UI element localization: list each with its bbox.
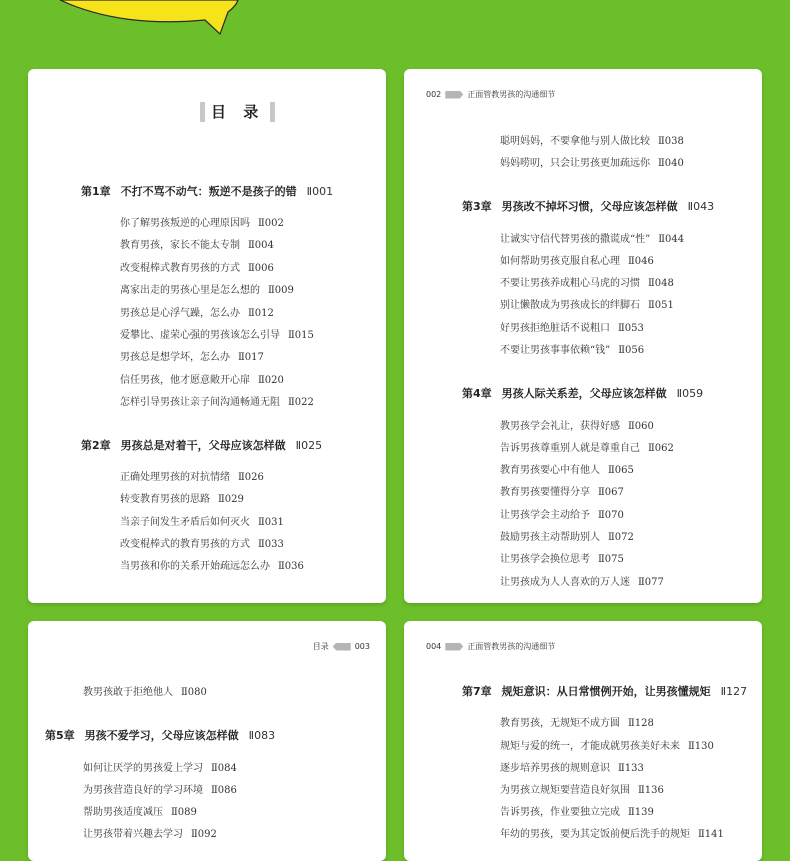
entry-title: 别让懒散成为男孩成长的绊脚石 — [500, 300, 640, 311]
toc-entry[interactable] — [500, 759, 644, 774]
header-tab-arrow — [445, 91, 463, 99]
heading-bar-right — [270, 102, 275, 122]
entry-page: Ⅱ062 — [648, 443, 674, 454]
chapter-5-heading[interactable] — [45, 727, 275, 743]
chapter-7-heading[interactable] — [462, 683, 747, 699]
entry-title: 让男孩学会主动给予 — [500, 510, 590, 521]
toc-entry[interactable] — [500, 296, 674, 311]
toc-page-1 — [28, 69, 386, 603]
toc-entry[interactable] — [500, 230, 684, 245]
entry-page: Ⅱ012 — [248, 308, 274, 319]
entry-page: Ⅱ051 — [648, 300, 674, 311]
toc-entry[interactable] — [500, 528, 634, 543]
entry-page: Ⅱ044 — [658, 234, 685, 245]
entry-title: 告诉男孩尊重别人就是尊重自己 — [500, 443, 640, 454]
toc-entry[interactable] — [500, 319, 644, 334]
entry-title: 教男孩敢于拒绝他人 — [83, 687, 173, 698]
toc-entry[interactable] — [120, 214, 284, 229]
toc-entry[interactable] — [120, 393, 314, 408]
entry-page: Ⅱ139 — [628, 807, 654, 818]
chapter-2-heading[interactable] — [81, 437, 322, 453]
entry-title: 为男孩营造良好的学习环境 — [83, 785, 203, 796]
entry-page: Ⅱ086 — [211, 785, 237, 796]
entry-title: 改变棍棒式教育男孩的方式 — [120, 263, 240, 274]
toc-entry[interactable] — [120, 236, 274, 251]
book-title: 正面管教男孩的沟通细节 — [467, 90, 556, 99]
chapter-page: Ⅱ001 — [306, 185, 334, 198]
entry-title: 教育男孩，家长不能太专制 — [120, 240, 240, 251]
toc-entry[interactable] — [500, 461, 634, 476]
entry-title: 让男孩学会换位思考 — [500, 554, 590, 565]
entry-page: Ⅱ029 — [218, 494, 244, 505]
toc-entry[interactable] — [500, 781, 664, 796]
entry-page: Ⅱ056 — [618, 345, 645, 356]
entry-page: Ⅱ004 — [248, 240, 274, 251]
entry-page: Ⅱ075 — [598, 554, 624, 565]
entry-page: Ⅱ009 — [268, 285, 294, 296]
toc-entry[interactable] — [500, 132, 684, 147]
toc-entry[interactable] — [500, 714, 654, 729]
entry-title: 年幼的男孩，要为其定饭前便后洗手的规矩 — [500, 829, 690, 840]
toc-entry[interactable] — [120, 259, 274, 274]
entry-title: 让男孩带着兴趣去学习 — [83, 829, 183, 840]
toc-entry[interactable] — [500, 483, 624, 498]
entry-page: Ⅱ033 — [258, 539, 284, 550]
toc-heading-text: 目 录 — [211, 103, 265, 121]
toc-entry[interactable] — [120, 535, 284, 550]
toc-entry[interactable] — [500, 274, 674, 289]
toc-entry[interactable] — [120, 281, 294, 296]
toc-page-3 — [28, 621, 386, 861]
toc-entry[interactable] — [500, 252, 654, 267]
entry-title: 教育男孩，无规矩不成方圆 — [500, 718, 620, 729]
entry-title: 聪明妈妈，不要拿他与别人做比较 — [500, 136, 650, 147]
chapter-number: 第7章 — [462, 685, 492, 698]
toc-entry[interactable] — [120, 557, 304, 572]
running-header — [426, 641, 555, 652]
entry-page: Ⅱ077 — [638, 577, 664, 588]
toc-entry[interactable] — [500, 154, 684, 169]
entry-title: 爱攀比、虚荣心强的男孩该怎么引导 — [120, 330, 280, 341]
entry-page: Ⅱ040 — [658, 158, 684, 169]
toc-entry[interactable] — [83, 803, 197, 818]
book-title: 正面管教男孩的沟通细节 — [467, 642, 556, 651]
chapter-title: 男孩不爱学习，父母应该怎样做 — [84, 729, 239, 742]
entry-page: Ⅱ070 — [598, 510, 624, 521]
entry-title: 帮助男孩适度减压 — [83, 807, 163, 818]
entry-title: 让男孩成为人人喜欢的万人迷 — [500, 577, 630, 588]
entry-title: 正确处理男孩的对抗情绪 — [120, 472, 230, 483]
toc-entry[interactable] — [83, 683, 207, 698]
chapter-number: 第4章 — [462, 387, 492, 400]
entry-title: 转变教育男孩的思路 — [120, 494, 210, 505]
toc-entry[interactable] — [500, 417, 654, 432]
entry-title: 男孩总是心浮气躁，怎么办 — [120, 308, 240, 319]
entry-title: 鼓励男孩主动帮助别人 — [500, 532, 600, 543]
entry-page: Ⅱ031 — [258, 517, 284, 528]
entry-page: Ⅱ038 — [658, 136, 684, 147]
entry-page: Ⅱ136 — [638, 785, 664, 796]
toc-page-2 — [404, 69, 762, 603]
header-label: 目录 — [312, 642, 329, 651]
toc-entry[interactable] — [83, 825, 217, 840]
chapter-3-heading[interactable] — [462, 198, 714, 214]
chapter-number: 第3章 — [462, 200, 492, 213]
entry-page: Ⅱ060 — [628, 421, 654, 432]
page-number: 004 — [426, 642, 442, 651]
entry-title: 改变棍棒式的教育男孩的方式 — [120, 539, 250, 550]
entry-page: Ⅱ130 — [688, 741, 714, 752]
entry-title: 逐步培养男孩的规则意识 — [500, 763, 610, 774]
page-number: 003 — [354, 642, 370, 651]
chapter-title: 男孩总是对着干，父母应该怎样做 — [120, 439, 286, 452]
entry-page: Ⅱ020 — [258, 375, 284, 386]
toc-entry[interactable] — [500, 341, 644, 356]
toc-entry[interactable] — [500, 825, 724, 840]
entry-page: Ⅱ036 — [278, 561, 304, 572]
entry-title: 规矩与爱的统一，才能成就男孩美好未来 — [500, 741, 680, 752]
chapter-number: 第2章 — [81, 439, 111, 452]
entry-page: Ⅱ080 — [181, 687, 207, 698]
chapter-title: 男孩人际关系差，父母应该怎样做 — [501, 387, 667, 400]
entry-title: 当亲子间发生矛盾后如何灭火 — [120, 517, 250, 528]
entry-title: 信任男孩，他才愿意敞开心扉 — [120, 375, 250, 386]
entry-title: 教育男孩要心中有他人 — [500, 465, 600, 476]
toc-entry[interactable] — [120, 304, 274, 319]
entry-page: Ⅱ065 — [608, 465, 634, 476]
entry-page: Ⅱ022 — [288, 397, 314, 408]
chapter-page: Ⅱ025 — [295, 439, 323, 452]
toc-heading — [200, 101, 275, 122]
running-header — [313, 641, 370, 652]
chapter-page: Ⅱ043 — [687, 200, 715, 213]
page-number: 002 — [426, 90, 442, 99]
entry-title: 告诉男孩，作业要独立完成 — [500, 807, 620, 818]
entry-title: 怎样引导男孩让亲子间沟通畅通无阻 — [120, 397, 280, 408]
toc-entry[interactable] — [500, 550, 624, 565]
entry-page: Ⅱ067 — [598, 487, 624, 498]
chapter-number: 第1章 — [81, 185, 111, 198]
entry-page: Ⅱ015 — [288, 330, 314, 341]
toc-entry[interactable] — [120, 513, 284, 528]
entry-title: 为男孩立规矩要营造良好氛围 — [500, 785, 630, 796]
header-tab-arrow — [445, 643, 463, 651]
entry-title: 如何让厌学的男孩爱上学习 — [83, 763, 203, 774]
entry-title: 离家出走的男孩心里是怎么想的 — [120, 285, 260, 296]
entry-title: 妈妈唠叨，只会让男孩更加疏远你 — [500, 158, 650, 169]
toc-entry[interactable] — [83, 759, 237, 774]
entry-title: 你了解男孩叛逆的心理原因吗 — [120, 218, 250, 229]
toc-entry[interactable] — [120, 490, 244, 505]
toc-entry[interactable] — [500, 737, 714, 752]
chapter-title: 男孩改不掉坏习惯，父母应该怎样做 — [501, 200, 678, 213]
entry-title: 教育男孩要懂得分享 — [500, 487, 590, 498]
entry-page: Ⅱ048 — [648, 278, 674, 289]
entry-page: Ⅱ053 — [618, 323, 644, 334]
entry-page: Ⅱ089 — [171, 807, 197, 818]
toc-entry[interactable] — [500, 506, 624, 521]
entry-title: 教男孩学会礼让，获得好感 — [500, 421, 620, 432]
entry-page: Ⅱ002 — [258, 218, 284, 229]
toc-entry[interactable] — [500, 803, 654, 818]
toc-entry[interactable] — [83, 781, 237, 796]
entry-page: Ⅱ128 — [628, 718, 654, 729]
entry-page: Ⅱ092 — [191, 829, 217, 840]
toc-entry[interactable] — [120, 468, 264, 483]
toc-entry[interactable] — [500, 439, 674, 454]
entry-page: Ⅱ141 — [698, 829, 724, 840]
entry-page: Ⅱ046 — [628, 256, 654, 267]
chapter-number: 第5章 — [45, 729, 75, 742]
decorative-banner-shape — [0, 0, 790, 40]
entry-title: 不要让男孩养成粗心马虎的习惯 — [500, 278, 640, 289]
entry-page: Ⅱ133 — [618, 763, 644, 774]
toc-entry[interactable] — [120, 348, 264, 363]
chapter-page: Ⅱ083 — [248, 729, 276, 742]
entry-page: Ⅱ026 — [238, 472, 264, 483]
chapter-page: Ⅱ059 — [676, 387, 704, 400]
toc-entry[interactable] — [500, 573, 664, 588]
toc-page-4 — [404, 621, 762, 861]
entry-page: Ⅱ006 — [248, 263, 274, 274]
entry-title: 好男孩拒绝脏话不说粗口 — [500, 323, 610, 334]
entry-page: Ⅱ084 — [211, 763, 237, 774]
entry-title: 当男孩和你的关系开始疏远怎么办 — [120, 561, 270, 572]
entry-page: Ⅱ017 — [238, 352, 264, 363]
toc-entry[interactable] — [120, 326, 314, 341]
chapter-4-heading[interactable] — [462, 385, 703, 401]
entry-page: Ⅱ072 — [608, 532, 634, 543]
entry-title: 男孩总是想学坏，怎么办 — [120, 352, 230, 363]
header-tab-arrow — [333, 643, 351, 651]
toc-entry[interactable] — [120, 371, 284, 386]
chapter-title: 不打不骂不动气：叛逆不是孩子的错 — [120, 185, 297, 198]
entry-title: 让诚实守信代替男孩的撒谎成“性” — [500, 234, 651, 245]
entry-title: 不要让男孩事事依赖“钱” — [500, 345, 611, 356]
chapter-title: 规矩意识：从日常惯例开始，让男孩懂规矩 — [501, 685, 711, 698]
chapter-page: Ⅱ127 — [720, 685, 748, 698]
running-header — [426, 89, 555, 100]
chapter-1-heading[interactable] — [81, 183, 333, 199]
entry-title: 如何帮助男孩克服自私心理 — [500, 256, 620, 267]
